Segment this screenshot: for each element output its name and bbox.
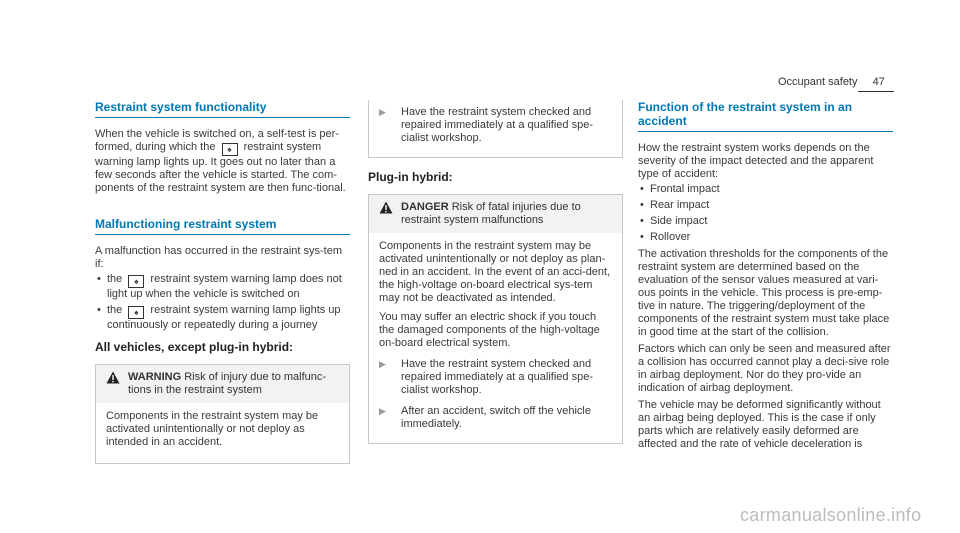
malfunction-intro: A malfunction has occurred in the restraint sys-tem if:: [95, 245, 342, 270]
danger-body-2: You may suffer an electric shock if you touch the damaged components of the high-voltage on-board electrical system.: [379, 311, 600, 349]
warning-box-continued: [368, 100, 623, 158]
danger-label: DANGER: [401, 201, 449, 213]
list-item: • Rollover: [638, 231, 893, 244]
play-arrow-icon: ▶: [379, 406, 386, 416]
functionality-text-end: restraint system warning lamp lights up. It goes out no later than a few seconds after the vehicle is started. The com-ponents of the restraint system are then func-tional.: [95, 141, 346, 194]
action-item: [379, 106, 612, 145]
paragraph-thresholds: The activation thresholds for the components of the restraint system are determined based on the evaluation of the sensor values measured at vari-ous points in the vehicle. This process is pre-emp-tive in nature. The triggering/deployment of the components of the restraint system must take place in good time at the start of the collision.: [638, 248, 890, 338]
column-right: [638, 100, 893, 451]
subheading-plugin-hybrid: Plug-in hybrid:: [368, 170, 453, 184]
action-item: [379, 405, 612, 431]
paragraph-deformation: The vehicle may be deformed significantly without an airbag being deployed. This is the case if only parts which are relatively easily deformed are affected and the rate of vehicle deceleration is: [638, 399, 881, 450]
airbag-warning-lamp-icon: ♠: [128, 275, 144, 288]
play-arrow-icon: ▶: [379, 359, 386, 369]
list-item: • Frontal impact: [638, 183, 893, 196]
functionality-text-start: When the vehicle is switched on, a self-test is per-formed, during which the: [95, 128, 339, 153]
paragraph-factors: Factors which can only be seen and measured after a collision has occurred cannot play a deci-sive role in airbag deployment. Nor do they pro-vide an indication of airbag deployment.: [638, 343, 891, 394]
danger-body: [369, 233, 622, 443]
watermark: carmanualsonline.info: [740, 505, 922, 525]
warning-text: [128, 371, 339, 397]
list-item: • Rear impact: [638, 199, 893, 212]
heading-functionality: Restraint system functionality: [95, 100, 350, 118]
warning-title: Risk of injury due to malfunc-tions in the restraint system: [128, 371, 327, 396]
airbag-warning-lamp-icon: ♠: [128, 306, 144, 319]
danger-body-1: Components in the restraint system may be activated unintentionally or not deploy as plan-ned in an accident. In the event of an acci-dent, the high-voltage on-board electrical sys-tem may not be deactivated as intended.: [379, 240, 611, 304]
impact-type-list: [638, 183, 893, 244]
danger-box: [368, 194, 623, 444]
action-item: [379, 358, 612, 397]
functionality-text: [95, 128, 350, 195]
play-arrow-icon: ▶: [379, 107, 386, 117]
action-text: Have the restraint system checked and repaired immediately at a qualified spe-cialist workshop.: [401, 106, 593, 144]
action-text: Have the restraint system checked and repaired immediately at a qualified spe-cialist workshop.: [401, 358, 593, 396]
bullet-prefix: the: [107, 273, 123, 285]
accident-intro: How the restraint system works depends on the severity of the impact detected and the apparent type of accident:: [638, 142, 874, 180]
heading-function-in-accident: Function of the restraint system in an accident: [638, 100, 893, 132]
list-item: [95, 304, 350, 332]
danger-header: [369, 195, 622, 233]
warning-label: WARNING: [128, 371, 182, 383]
heading-malfunction: Malfunctioning restraint system: [95, 217, 350, 235]
list-item: [95, 273, 350, 301]
action-text: After an accident, switch off the vehicle immediately.: [401, 405, 591, 430]
warning-body-text: Components in the restraint system may be activated unintentionally or not deploy as intended in an accident.: [106, 410, 319, 448]
subheading-all-vehicles: All vehicles, except plug-in hybrid:: [95, 340, 294, 354]
warning-triangle-icon: [379, 201, 393, 227]
header-rule: [858, 91, 894, 92]
bullet-text: restraint system warning lamp lights up continuously or repeatedly during a journey: [107, 304, 341, 331]
warning-box: [95, 364, 350, 464]
bullet-text: restraint system warning lamp does not light up when the vehicle is switched on: [107, 273, 342, 300]
column-left: [95, 100, 350, 464]
airbag-warning-lamp-icon: ♠: [222, 143, 238, 156]
list-item: • Side impact: [638, 215, 893, 228]
warning-continued-body: [369, 100, 622, 157]
warning-triangle-icon: [106, 371, 120, 397]
warning-body: [96, 403, 349, 463]
page-number: 47: [872, 76, 885, 88]
warning-header: [96, 365, 349, 403]
page-header: [778, 76, 885, 88]
danger-text: [401, 201, 612, 227]
section-title: Occupant safety: [778, 76, 858, 88]
bullet-prefix: the: [107, 304, 123, 316]
malfunction-list: [95, 273, 350, 332]
danger-title: Risk of fatal injuries due to restraint system malfunctions: [401, 201, 581, 226]
column-middle: [368, 100, 623, 444]
